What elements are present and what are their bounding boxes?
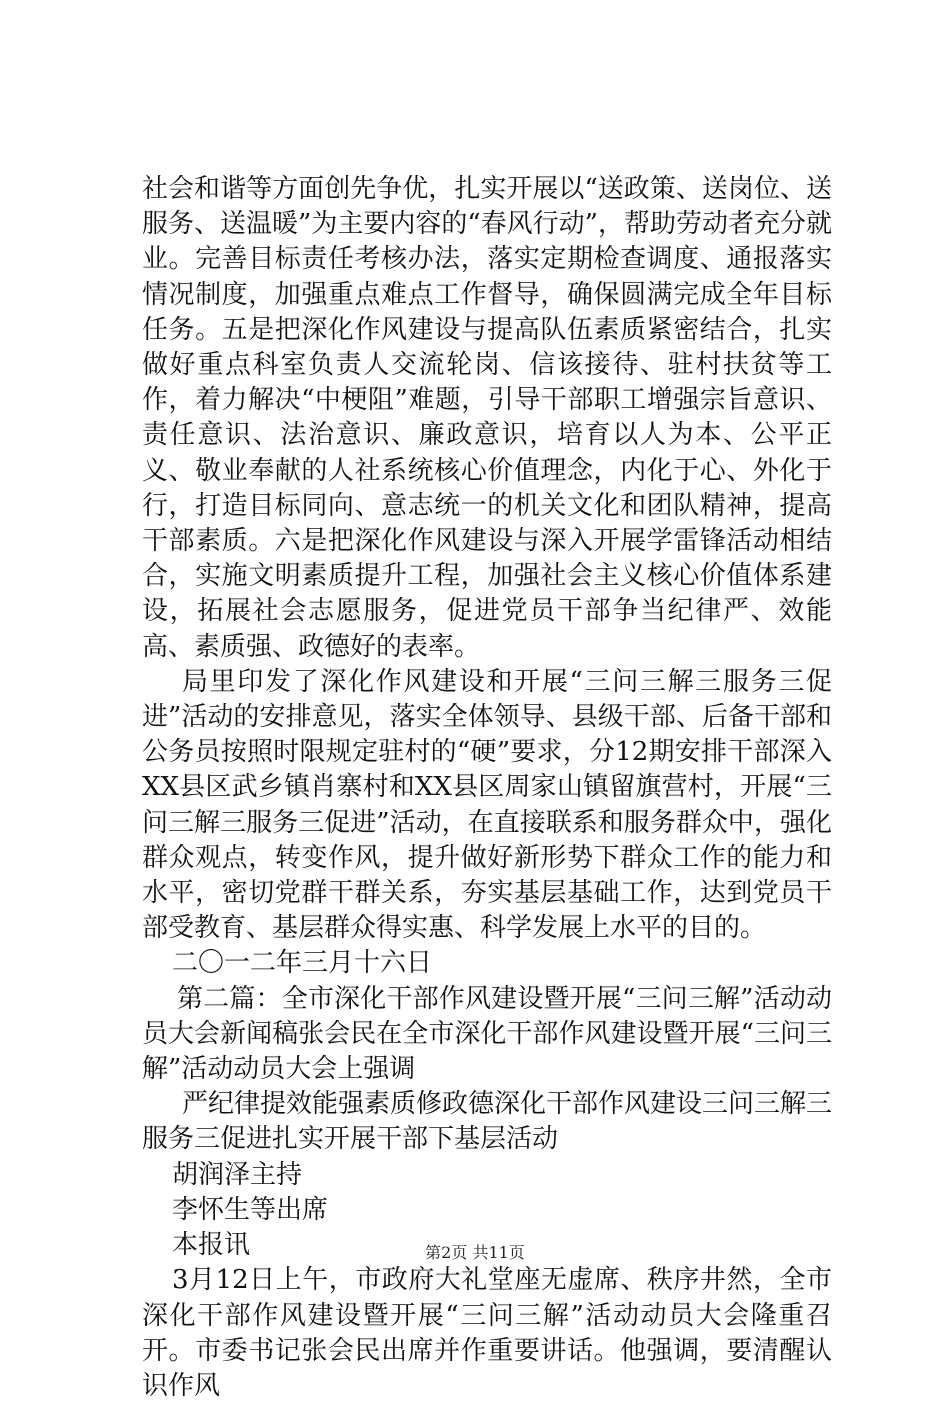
paragraph-date: 二〇一二年三月十六日 — [172, 948, 433, 979]
paragraph-policy-continuation: 社会和谐等方面创先争优，扎实开展以“送政策、送岗位、送服务、送温暖”为主要内容的“春风行动”，帮助劳动者充分就业。完善目标责任考核办法，落实定期检查调度、通报落实情况制度，加强重点难点工作督导，确保圆满完成全年目标任务。五是把深化作风建设与提高队伍素质紧密结合，扎实做好重点科室负责人交流轮岗、信该接待、驻村扶贫等工作，着力解决“中梗阻”难题，引导干部职工增强宗旨意识、责任意识、法治意识、廉政意识，培育以人为本、公平正义、敬业奉献的人社系统核心价值理念，内化于心、外化于行，打造目标同向、意志统一的机关文化和团队精神，提高干部素质。六是把深化作风建设与深入开展学雷锋活动相结合，实施文明素质提升工程，加强社会主义核心价值体系建设，拓展社会志愿服务，促进党员干部争当纪律严、效能高、素质强、政德好的表率。 — [142, 174, 832, 662]
paragraph-bureau-notice: 局里印发了深化作风建设和开展“三问三解三服务三促进”活动的安排意见，落实全体领导、县级干部、后备干部和公务员按照时限规定驻村的“硬”要求，分12期安排干部深入XX县区武乡镇肖寨村和XX县区周家山镇留旗营村，开展“三问三解三服务三促进”活动，在直接联系和服务群众中，强化群众观点，转变作风，提升做好新形势下群众工作的能力和水平，密切党群干群关系，夯实基层基础工作，达到党员干部受教育、基层群众得实惠、科学发展上水平的目的。 — [142, 666, 832, 944]
paragraph-subtitle: 严纪律提效能强素质修政德深化干部作风建设三问三解三服务三促进扎实开展干部下基层活动 — [142, 1089, 833, 1155]
paragraph-attendees: 李怀生等出席 — [172, 1194, 329, 1225]
document-body — [142, 172, 832, 1404]
paragraph-second-article-title: 第二篇：全市深化干部作风建设暨开展“三问三解”活动动员大会新闻稿张会民在全市深化干部作风建设暨开展“三问三解”活动动员大会上强调 — [142, 983, 832, 1085]
paragraph-news-body: 3月12日上午，市政府大礼堂座无虚席、秩序井然，全市深化干部作风建设暨开展“三问三解”活动动员大会隆重召开。市委书记张会民出席并作重要讲话。他强调，要清醒认识作风 — [142, 1265, 832, 1401]
paragraph-byline: 本报讯 — [172, 1230, 251, 1261]
paragraph-host: 胡润泽主持 — [172, 1159, 303, 1190]
page-number-footer: 第2页 共11页 — [425, 1243, 525, 1262]
